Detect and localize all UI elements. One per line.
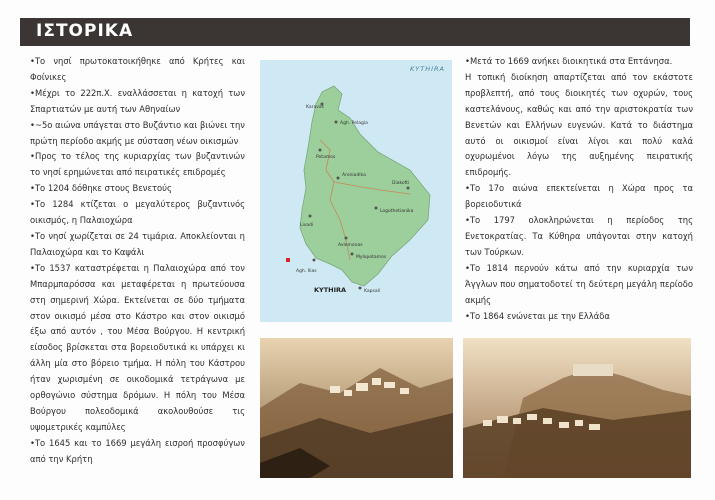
history-item: •Το 1284 κτίζεται ο μεγαλύτερος βυζαντινός οικισμός, η Παλαιοχώρα xyxy=(30,199,245,226)
left-text-column xyxy=(30,54,245,468)
place-label: Livadi xyxy=(300,223,314,228)
place-label: Logothetianika xyxy=(380,209,414,214)
history-item: •Το 1204 δόθηκε στους Βενετούς xyxy=(30,183,172,194)
history-item: •Το 1864 ενώνεται με την Ελλάδα xyxy=(465,310,610,321)
history-item: Η τοπική διοίκηση απαρτίζεται από τον εκάστοτε προβλεπτή, από τους διοικητές των οχυρών, τους καστελάνους, καθώς και από την αριστοκρατία των Βενετών και Ελλήνων ευγενών. Κατά το διάστημα αυτό οι οικισμοί είναι λίγοι και πολύ καλά οχυρωμένοι λόγω της αυξημένης πειρατικής επιδρομής. xyxy=(465,71,693,178)
place-label: Kapsali xyxy=(364,289,381,294)
place-label: Agh. Ilias xyxy=(296,269,317,274)
section-header xyxy=(20,18,690,46)
section-title: ΙΣΤΟΡΙΚΑ xyxy=(36,21,134,41)
place-label: Agh. Pelagia xyxy=(340,121,368,126)
history-item: •Το 1797 ολοκληρώνεται η περίοδος της Ενετοκρατίας. Τα Κύθηρα υπάγονται στην κατοχή των Τούρκων. xyxy=(465,215,693,257)
place-label: Avlemonas xyxy=(338,243,363,248)
history-item: •Μέχρι το 222π.Χ. εναλλάσσεται η κατοχή των Σπαρτιατών με αυτή των Αθηναίων xyxy=(30,87,245,114)
history-item: •Προς το τέλος της κυριαρχίας των βυζαντινών το νησί ερημώνεται από πειρατικές επιδρομές xyxy=(30,151,245,178)
map-title: KYTHIRA xyxy=(410,65,445,73)
capital-marker xyxy=(286,258,290,262)
map-capital-label: KYTHIRA xyxy=(314,286,347,294)
place-label: Mylopotamos xyxy=(356,255,387,260)
history-item: •Μετά το 1669 ανήκει διοικητικά στα Επτάνησα. xyxy=(465,56,673,66)
place-label: Aroniadika xyxy=(342,173,366,178)
kythira-map xyxy=(260,60,452,322)
history-item: •Το 17ο αιώνα επεκτείνεται η Χώρα προς τα βορειοδυτικά xyxy=(465,183,693,210)
history-item: •Το 1645 και το 1669 μεγάλη εισροή προσφύγων από την Κρήτη xyxy=(30,437,245,464)
history-item: •Το 1537 καταστρέφεται η Παλαιοχώρα από τον Μπαρμπαρόσσα και μεταφέρεται η πρωτεύουσα στη σημερινή Χώρα. Εκτείνεται σε δύο τμήματα στον οικισμό μέσα στο Κάστρο και στον οικισμό έξω από αυτόν , του Μέσα Βούργου. Η κεντρική είσοδος βρίσκεται στα βορειοδυτικά κι υπάρχει κι άλλη μία στο βόρειο τμήμα. Η πόλη του Κάστρου ήταν χωρισμένη σε οικοδομικά τετράγωνα με ορθογώνιο σύστημα δρόμων. Η πόλη του Μέσα Βούργου πολεοδομικά ακολουθούσε τις υψομετρικές καμπύλες xyxy=(30,262,245,432)
place-label: Karavas xyxy=(306,105,325,110)
right-text-column xyxy=(465,54,693,324)
place-label: Potamos xyxy=(316,155,336,160)
historic-photo-castle xyxy=(463,338,691,478)
history-item: •Το 1814 περνούν κάτω από την κυριαρχία των Άγγλων που σηματοδοτεί τη δεύτερη μεγάλη περίοδο ακμής xyxy=(465,262,693,305)
history-item: •~5ο αιώνα υπάγεται στο Βυζάντιο και βιώνει την πρώτη περίοδο ακμής με σύσταση νέων οικισμών xyxy=(30,119,245,146)
history-item: •Το νησί πρωτοκατοικήθηκε από Κρήτες και Φοίνικες xyxy=(30,56,245,82)
historic-photo-chora xyxy=(260,338,453,478)
history-item: •Το νησί χωρίζεται σε 24 τιμάρια. Αποκλείονται η Παλαιοχώρα και το Καψάλι xyxy=(30,230,245,257)
place-label: Diakofti xyxy=(392,181,410,186)
